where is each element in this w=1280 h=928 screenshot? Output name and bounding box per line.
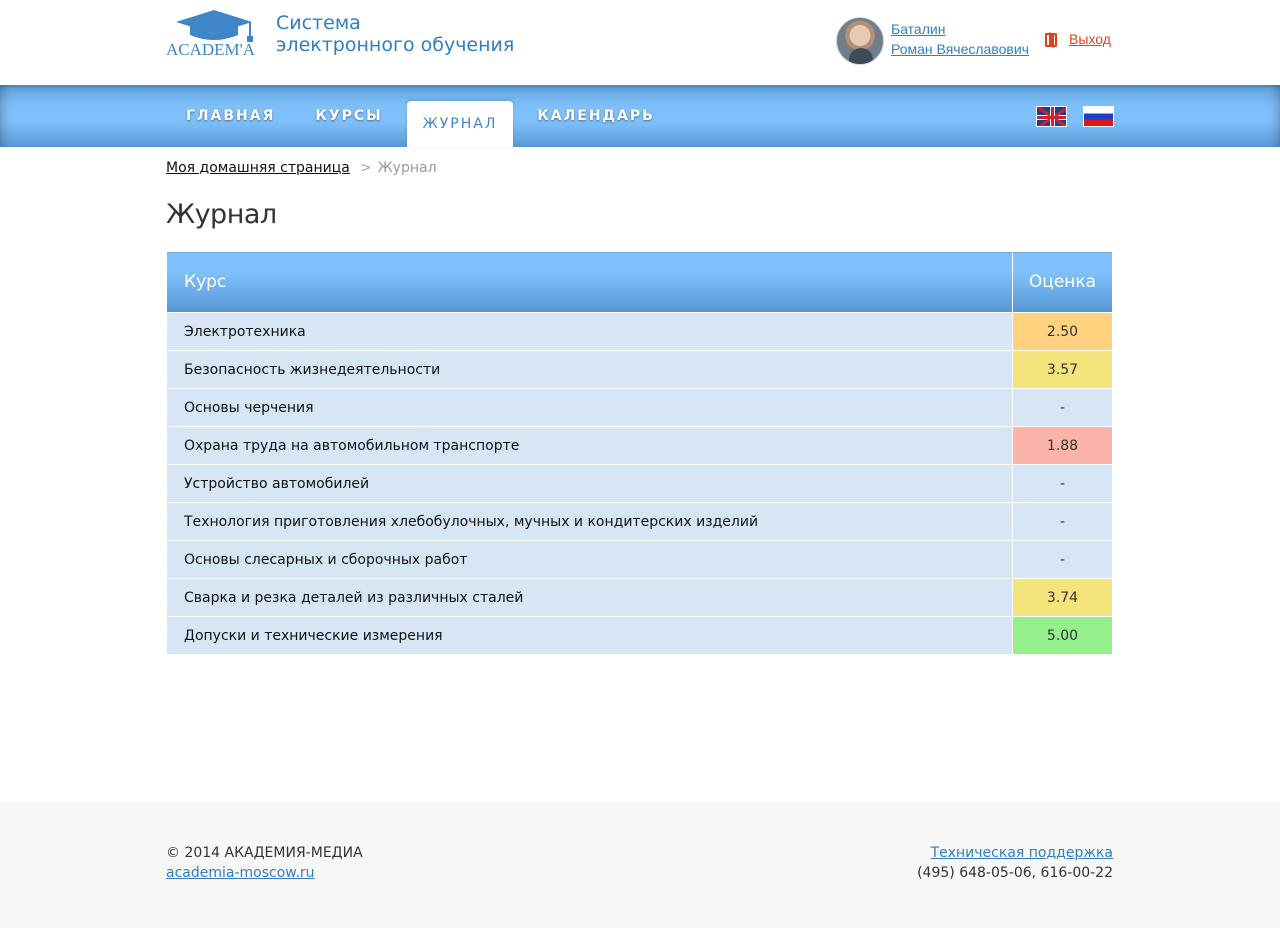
table-row — [167, 617, 1113, 655]
breadcrumb-current: Журнал — [377, 160, 437, 176]
page-title: Журнал — [166, 199, 277, 230]
course-name[interactable]: Допуски и технические измерения — [167, 617, 1013, 655]
academia-logo[interactable] — [166, 9, 262, 57]
grade-cell: 2.50 — [1013, 313, 1113, 351]
header — [0, 0, 1280, 85]
logout-link[interactable]: Выход — [1069, 31, 1111, 47]
nav-item-label: ЖУРНАЛ — [422, 116, 498, 132]
course-name[interactable]: Основы черчения — [167, 389, 1013, 427]
main-nav — [166, 85, 675, 147]
table-row — [167, 389, 1113, 427]
table-row — [167, 351, 1113, 389]
course-name[interactable]: Устройство автомобилей — [167, 465, 1013, 503]
user-last-name-link[interactable]: Баталин — [891, 21, 946, 37]
grade-cell: - — [1013, 503, 1113, 541]
grades-table — [166, 251, 1113, 655]
course-name[interactable]: Технология приготовления хлебобулочных, мучных и кондитерских изделий — [167, 503, 1013, 541]
breadcrumb-home-link[interactable]: Моя домашняя страница — [166, 160, 350, 176]
system-title-line1: Система — [276, 12, 361, 34]
grade-cell: - — [1013, 541, 1113, 579]
nav-item-label: КУРСЫ — [315, 108, 383, 124]
en-flag-icon[interactable] — [1036, 106, 1067, 127]
column-header-course: Курс — [167, 252, 1013, 313]
table-row — [167, 465, 1113, 503]
avatar[interactable] — [836, 17, 884, 65]
course-name[interactable]: Электротехника — [167, 313, 1013, 351]
svg-text:ACADEM'A: ACADEM'A — [166, 40, 256, 57]
main-navbar — [0, 85, 1280, 147]
course-name[interactable]: Безопасность жизнедеятельности — [167, 351, 1013, 389]
table-row — [167, 313, 1113, 351]
grade-cell: 1.88 — [1013, 427, 1113, 465]
footer-left — [166, 843, 363, 883]
table-header-row — [167, 252, 1113, 313]
system-title-line2: электронного обучения — [276, 34, 515, 56]
nav-item-label: ГЛАВНАЯ — [186, 108, 276, 124]
table-row — [167, 541, 1113, 579]
breadcrumb-separator: > — [359, 160, 372, 176]
ru-flag-icon[interactable] — [1083, 106, 1114, 127]
footer — [0, 802, 1280, 928]
system-title — [276, 12, 514, 56]
user-name — [891, 19, 1029, 59]
footer-right — [917, 843, 1113, 883]
site-link[interactable]: academia-moscow.ru — [166, 865, 315, 881]
table-row — [167, 427, 1113, 465]
course-name[interactable]: Сварка и резка деталей из различных сталей — [167, 579, 1013, 617]
breadcrumb — [166, 159, 437, 177]
user-first-middle-link[interactable]: Роман Вячеславович — [891, 41, 1029, 57]
grade-cell: 3.74 — [1013, 579, 1113, 617]
table-row — [167, 579, 1113, 617]
column-header-grade: Оценка — [1013, 252, 1113, 313]
nav-item-calendar[interactable] — [517, 85, 674, 147]
course-name[interactable]: Охрана труда на автомобильном транспорте — [167, 427, 1013, 465]
nav-item-home[interactable] — [166, 85, 295, 147]
support-phones: (495) 648-05-06, 616-00-22 — [917, 865, 1113, 881]
logout-door-icon[interactable] — [1045, 33, 1057, 47]
course-name[interactable]: Основы слесарных и сборочных работ — [167, 541, 1013, 579]
nav-item-journal[interactable] — [403, 85, 518, 147]
nav-item-courses[interactable] — [295, 85, 402, 147]
copyright: © 2014 АКАДЕМИЯ-МЕДИА — [166, 845, 363, 861]
table-row — [167, 503, 1113, 541]
grade-cell: - — [1013, 465, 1113, 503]
language-switcher — [1036, 106, 1114, 127]
support-link[interactable]: Техническая поддержка — [930, 845, 1113, 861]
grade-cell: - — [1013, 389, 1113, 427]
grade-cell: 5.00 — [1013, 617, 1113, 655]
grade-cell: 3.57 — [1013, 351, 1113, 389]
nav-item-label: КАЛЕНДАРЬ — [537, 108, 655, 124]
